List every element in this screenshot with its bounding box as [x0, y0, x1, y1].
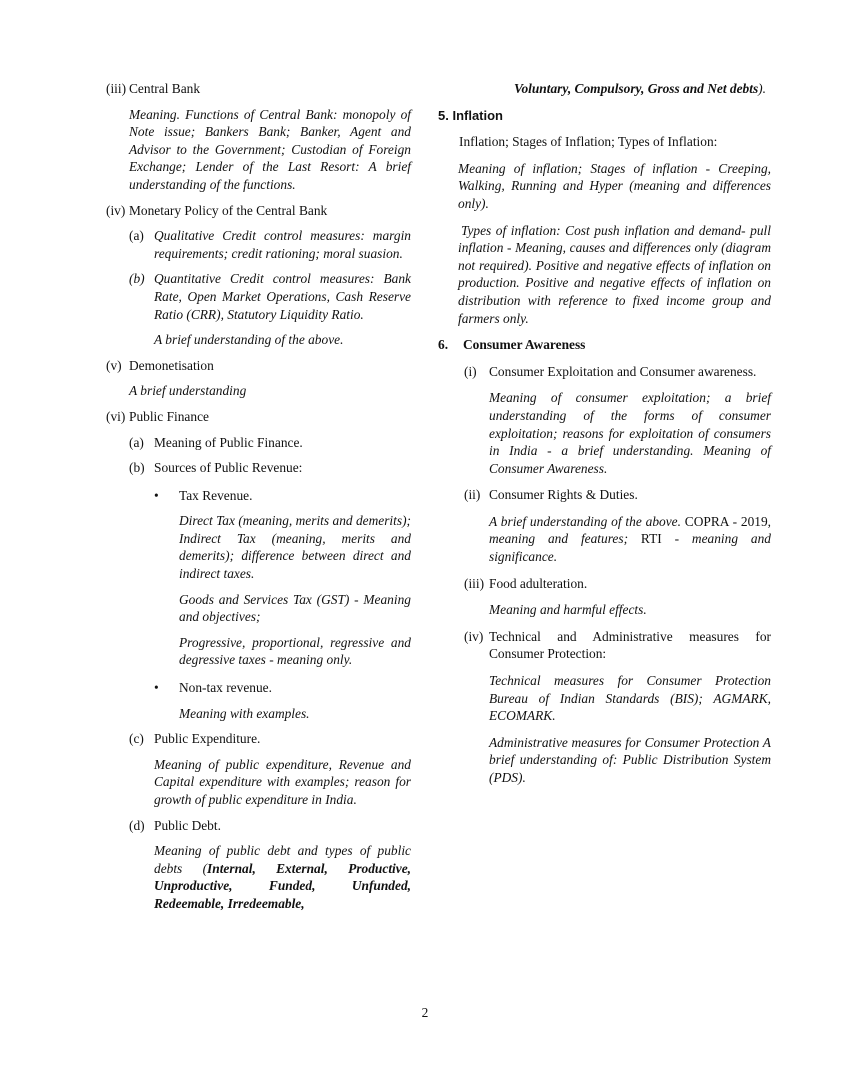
public-debt-description	[154, 842, 411, 912]
meaning-public-finance: Meaning of Public Finance.	[154, 434, 303, 450]
sub-label: (d)	[129, 817, 145, 833]
page-number: 2	[421, 1005, 429, 1020]
item-label: (ii)	[464, 487, 481, 503]
section-title: Consumer Awareness	[463, 337, 586, 353]
section-public-finance	[106, 408, 411, 426]
finance-sub-c	[129, 730, 411, 748]
monetary-sub-b	[129, 270, 411, 323]
gst: Goods and Services Tax (GST) - Meaning and objectives;	[179, 591, 411, 625]
finance-sub-b	[129, 459, 411, 477]
left-column	[106, 80, 411, 913]
public-debt-title: Public Debt.	[154, 817, 221, 833]
section-central-bank	[106, 80, 411, 98]
item-label: (iii)	[464, 575, 485, 591]
item-label: (iii)	[106, 81, 127, 96]
item-title: Public Finance	[129, 408, 209, 424]
consumer-item-ii	[464, 486, 771, 504]
tax-revenue-title: Tax Revenue.	[179, 487, 253, 503]
quantitative-measures: Quantitative Credit control measures: Bank Rate, Open Market Operations, Cash Reserve Ratio (CRR), Statutory Liquidity Ratio.	[154, 271, 411, 322]
consumer-item-i	[464, 363, 771, 381]
section-demonetisation	[106, 357, 411, 375]
sub-label: (b)	[129, 271, 145, 287]
item-label: (vi)	[106, 408, 126, 424]
desc-part: RTI -	[628, 531, 692, 547]
section-monetary-policy	[106, 202, 411, 220]
direct-indirect-tax: Direct Tax (meaning, merits and demerits); Indirect Tax (meaning, merits and demerits); difference between direct and indirect taxes.	[179, 513, 411, 582]
desc-part: meaning and significance.	[489, 531, 771, 565]
food-adulteration-description: Meaning and harmful effects.	[489, 602, 647, 618]
right-column	[438, 80, 771, 787]
public-debt-types: Internal, External, Productive, Unproductive, Funded, Unfunded, Redeemable, Irredeemable,	[154, 860, 411, 911]
item-title: Consumer Exploitation and Consumer awareness.	[489, 363, 757, 379]
inflation-intro: Inflation; Stages of Inflation; Types of Inflation:	[459, 134, 718, 150]
bullet-icon: •	[154, 487, 159, 503]
item-title: Central Bank	[129, 81, 201, 96]
administrative-measures: Administrative measures for Consumer Protection A brief understanding of: Public Distribution System (PDS).	[489, 734, 771, 785]
item-title: Demonetisation	[129, 357, 214, 373]
nontax-description: Meaning with examples.	[179, 705, 310, 721]
sub-label: (a)	[129, 228, 144, 244]
item-label: (i)	[464, 363, 477, 379]
sources-public-revenue: Sources of Public Revenue:	[154, 460, 303, 476]
inflation-heading: 5. Inflation	[438, 107, 503, 123]
public-debt-desc-start: Meaning of public debt and types of public debts (	[154, 843, 411, 876]
public-debt-types-cont: Voluntary, Compulsory, Gross and Net debts	[514, 81, 759, 96]
finance-sub-d	[129, 817, 411, 835]
desc-part: meaning and features;	[489, 531, 629, 547]
item-label: (v)	[106, 357, 122, 373]
nontax-title: Non-tax revenue.	[179, 680, 272, 696]
public-expenditure-description: Meaning of public expenditure, Revenue and Capital expenditure with examples; reason for growth of public expenditure in India.	[154, 756, 411, 807]
technical-measures: Technical measures for Consumer Protection Bureau of Indian Standards (BIS); AGMARK, ECOMARK.	[489, 673, 771, 724]
sub-label: (b)	[129, 460, 145, 476]
consumer-item-iii	[464, 575, 771, 593]
consumer-exploitation-description: Meaning of consumer exploitation; a brief understanding of the forms of consumer exploitation; reasons for exploitation of consumers in India - a brief understanding. Meaning of Consumer Awareness.	[489, 390, 771, 476]
item-title: Monetary Policy of the Central Bank	[129, 202, 328, 218]
sub-label: (a)	[129, 434, 144, 450]
monetary-note: A brief understanding of the above.	[154, 332, 344, 348]
consumer-awareness-heading	[438, 336, 771, 354]
section-number: 6.	[438, 337, 449, 353]
public-expenditure-title: Public Expenditure.	[154, 731, 261, 747]
item-label: (iv)	[106, 202, 126, 218]
bullet-tax-revenue	[154, 487, 411, 505]
qualitative-measures: Qualitative Credit control measures: margin requirements; credit rationing; moral suasion.	[154, 228, 411, 261]
inflation-meaning: Meaning of inflation; Stages of inflation - Creeping, Walking, Running and Hyper (meaning and differences only).	[458, 160, 771, 211]
consumer-rights-description	[489, 513, 771, 566]
inflation-types: Types of inflation: Cost push inflation and demand- pull inflation - Meaning, causes and differences only (diagram not required). Positive and negative effects of inflation on production. Positive and negative effects of inflation on distribution with reference to fixed income group and farmers only.	[458, 222, 771, 326]
bullet-icon: •	[154, 680, 159, 696]
item-label: (iv)	[464, 628, 484, 644]
monetary-sub-a	[129, 227, 411, 262]
demonetisation-description: A brief understanding	[129, 383, 247, 399]
item-title: Food adulteration.	[489, 575, 588, 591]
consumer-item-iv	[464, 628, 771, 663]
public-debt-continued	[514, 80, 771, 98]
central-bank-description: Meaning. Functions of Central Bank: monopoly of Note issue; Bankers Bank; Banker, Agent and Advisor to the Government; Custodian of Foreign Exchange; Lender of the Last Resort: A brief understanding of the functions.	[129, 106, 411, 192]
bullet-nontax-revenue	[154, 679, 411, 697]
public-debt-close: ).	[758, 81, 766, 96]
tax-types: Progressive, proportional, regressive and degressive taxes - meaning only.	[179, 634, 411, 668]
item-title: Technical and Administrative measures for Consumer Protection:	[489, 628, 771, 662]
item-title: Consumer Rights & Duties.	[489, 487, 638, 503]
desc-part: A brief understanding of the above.	[489, 513, 681, 529]
desc-part: COPRA - 2019,	[680, 513, 772, 529]
finance-sub-a	[129, 434, 411, 452]
sub-label: (c)	[129, 731, 144, 747]
